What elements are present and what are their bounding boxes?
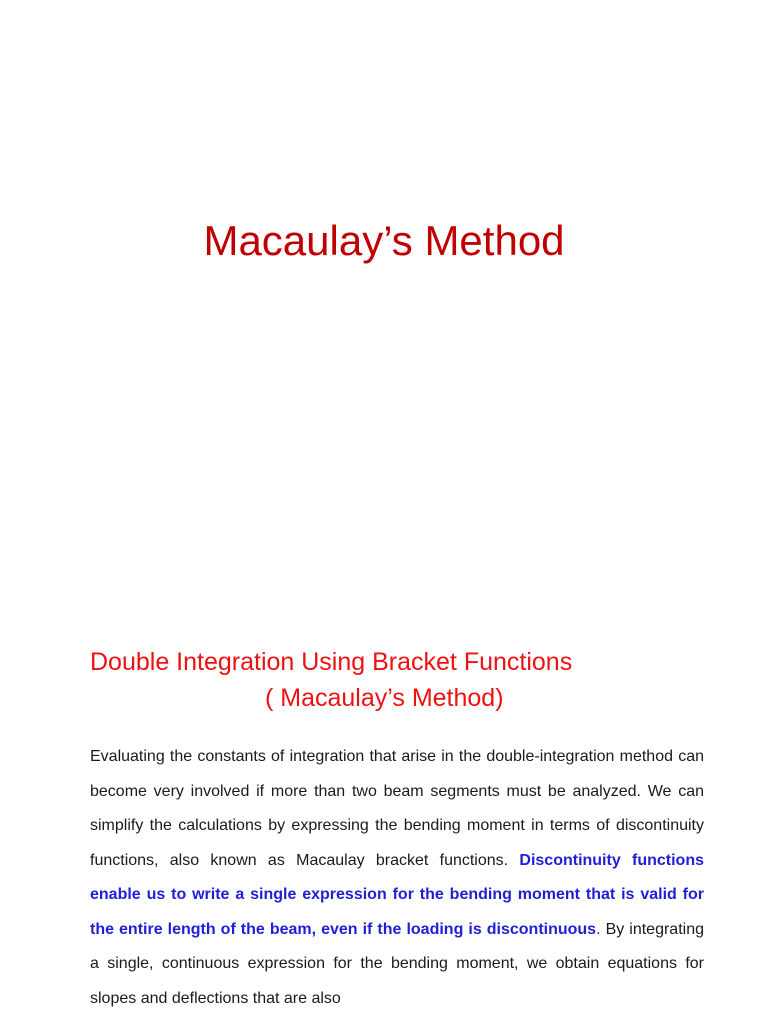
body-continuation-text: . By integrating a single, continuous expression for the bending moment, we obtain equations for slopes and deflections that are also xyxy=(90,920,704,1007)
body-paragraph xyxy=(90,740,704,1016)
body-intro-text: Evaluating the constants of integration that arise in the double-integration method can become very involved if more than two beam segments must be analyzed. We can simplify the calculations by expressing the bending moment in terms of discontinuity functions, also known as Macaulay bracket functions. xyxy=(90,748,704,869)
section-heading xyxy=(90,644,710,716)
section-heading-line-2: ( Macaulay’s Method) xyxy=(265,684,504,712)
body-emphasis-text: Discontinuity functions enable us to write a single expression for the bending moment that is valid for the entire length of the beam, even if the loading is discontinuous xyxy=(90,851,704,938)
section-heading-line-1: Double Integration Using Bracket Functions xyxy=(90,648,573,676)
slide-title: Macaulay’s Method xyxy=(203,217,565,264)
